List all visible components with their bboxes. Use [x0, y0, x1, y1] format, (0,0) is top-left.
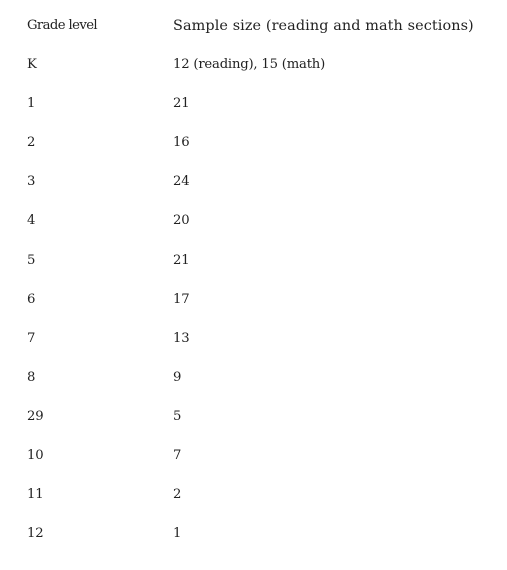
header-grade-level: Grade level [27, 18, 98, 33]
sample-size-cell: 21 [173, 252, 190, 268]
sample-size-cell: 2 [173, 487, 182, 503]
grade-cell: 10 [27, 448, 44, 464]
grade-cell: 29 [27, 408, 44, 424]
sample-size-cell: 17 [173, 291, 190, 307]
table-row [27, 290, 497, 329]
table-row [27, 407, 497, 446]
grade-cell: 3 [27, 174, 36, 190]
table-row [27, 251, 497, 290]
header-sample-size: Sample size (reading and math sections) [173, 18, 474, 34]
grade-cell: 6 [27, 291, 36, 307]
table-row [27, 446, 497, 485]
table-row [27, 485, 497, 524]
sample-size-cell: 1 [173, 526, 182, 542]
sample-size-cell: 24 [173, 174, 190, 190]
sample-size-cell: 12 (reading), 15 (math) [173, 57, 326, 73]
grade-cell: 12 [27, 526, 44, 542]
grade-cell: 1 [27, 96, 36, 112]
grade-cell: 5 [27, 252, 36, 268]
table-row [27, 94, 497, 133]
table-header-row [27, 16, 497, 55]
grade-cell: K [27, 57, 37, 73]
sample-size-cell: 9 [173, 369, 182, 385]
table-row [27, 55, 497, 94]
table-row [27, 211, 497, 250]
grade-cell: 2 [27, 135, 36, 151]
table-row [27, 172, 497, 211]
table-row [27, 329, 497, 368]
table-row [27, 133, 497, 172]
sample-size-cell: 20 [173, 213, 190, 229]
grade-cell: 8 [27, 369, 36, 385]
grade-cell: 4 [27, 213, 36, 229]
table-row [27, 524, 497, 563]
sample-size-cell: 13 [173, 330, 190, 346]
sample-size-cell: 5 [173, 408, 182, 424]
sample-size-table [27, 16, 497, 563]
sample-size-cell: 21 [173, 96, 190, 112]
grade-cell: 11 [27, 487, 44, 503]
sample-size-cell: 7 [173, 448, 182, 464]
grade-cell: 7 [27, 330, 36, 346]
sample-size-cell: 16 [173, 135, 190, 151]
table-row [27, 368, 497, 407]
